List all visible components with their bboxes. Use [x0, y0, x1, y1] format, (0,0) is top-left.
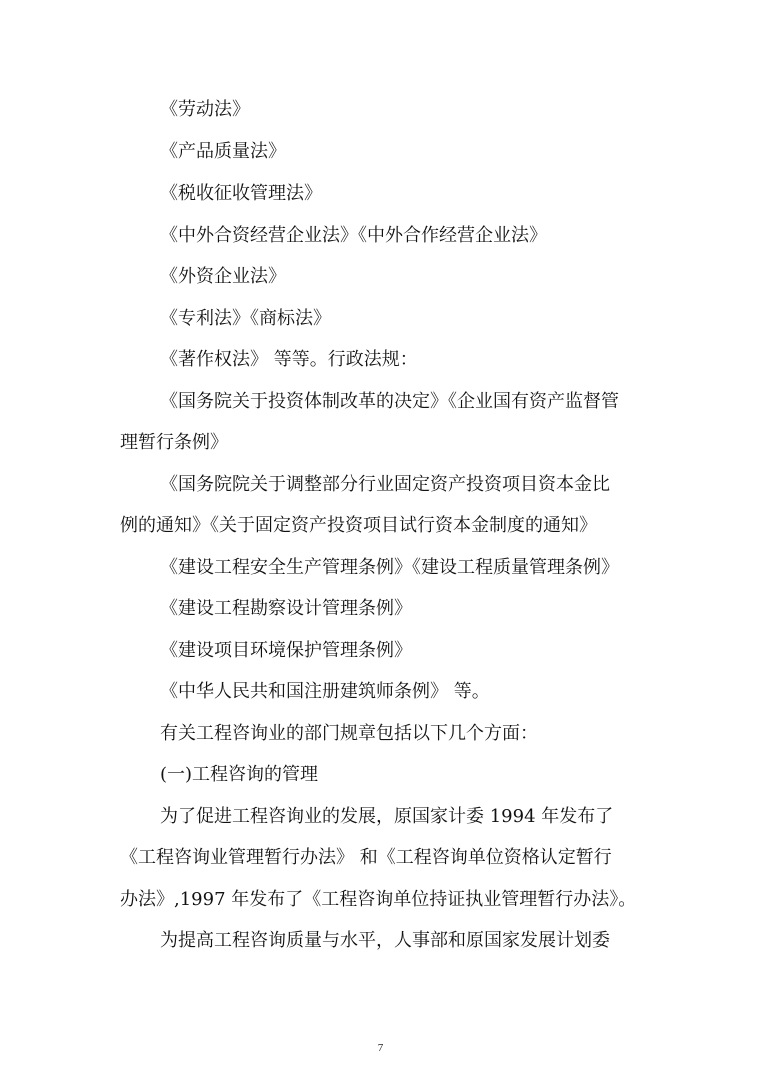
text-line: 《劳动法》 — [160, 99, 250, 120]
text-line: 《建设项目环境保护管理条例》 — [160, 640, 412, 661]
text-line: 为了促进工程咨询业的发展，原国家计委 1994 年发布了 — [160, 806, 614, 827]
text-line: 理暂行条例》 — [120, 432, 228, 453]
text-line: 《外资企业法》 — [160, 266, 286, 287]
text-line: 《中华人民共和国注册建筑师条例》 等。 — [160, 681, 490, 702]
text-line: 例的通知》《关于固定资产投资项目试行资本金制度的通知》 — [120, 515, 597, 536]
text-line: 《中外合资经营企业法》《中外合作经营企业法》 — [160, 225, 547, 246]
text-line: 《著作权法》 等等。行政法规： — [160, 349, 418, 370]
text-line: 《专利法》《商标法》 — [160, 308, 331, 329]
text-line: 《税收征收管理法》 — [160, 183, 322, 204]
text-line: 办法》,1997 年发布了《工程咨询单位持证执业管理暂行办法》。 — [120, 889, 637, 910]
page-number: 7 — [377, 1042, 384, 1054]
text-line: 《国务院关于投资体制改革的决定》《企业国有资产监督管 — [160, 391, 619, 412]
text-line: 《建设工程安全生产管理条例》《建设工程质量管理条例》 — [160, 557, 619, 578]
text-line: 为提高工程咨询质量与水平，人事部和原国家发展计划委 — [160, 930, 610, 951]
text-line: 《国务院院关于调整部分行业固定资产投资项目资本金比 — [160, 474, 610, 495]
text-line: 《工程咨询业管理暂行办法》 和《工程咨询单位资格认定暂行 — [120, 847, 612, 868]
text-line: 《建设工程勘察设计管理条例》 — [160, 598, 412, 619]
text-line: 有关工程咨询业的部门规章包括以下几个方面： — [160, 723, 538, 744]
text-line: 《产品质量法》 — [160, 141, 286, 162]
section-heading: (一)工程咨询的管理 — [160, 764, 319, 785]
